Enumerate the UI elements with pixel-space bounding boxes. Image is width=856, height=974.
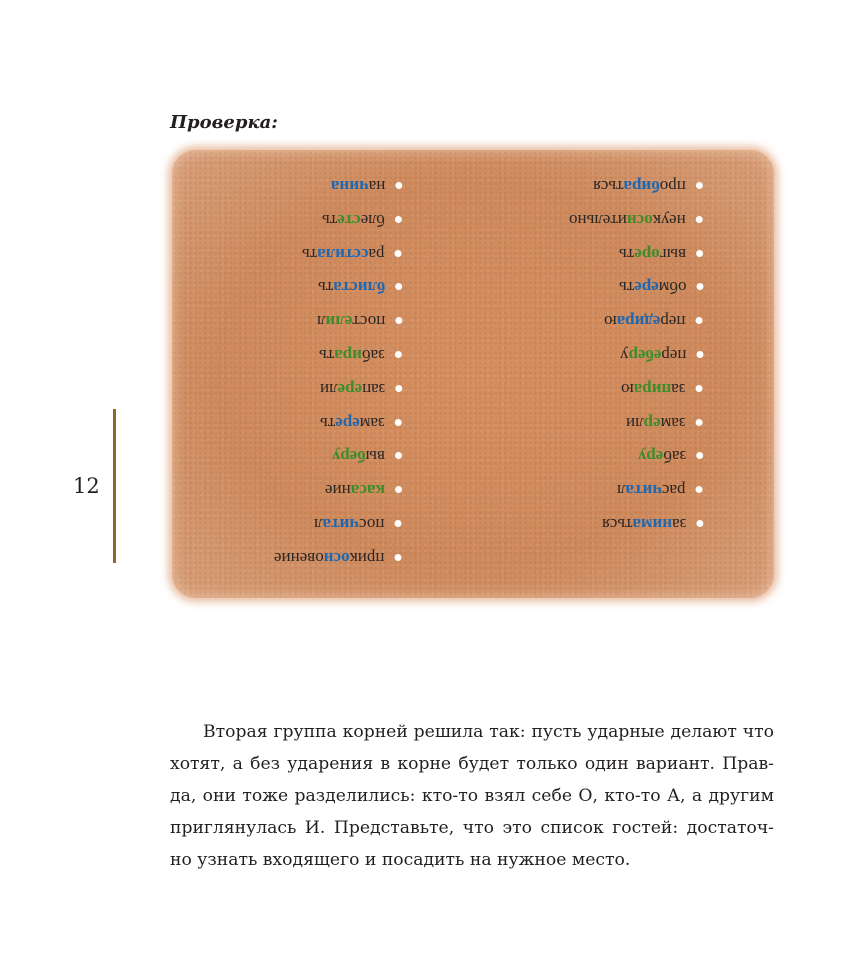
word-prefix: заб <box>663 447 686 467</box>
word-prefix: про <box>659 177 686 196</box>
word-item <box>314 507 402 541</box>
word-suffix: ли <box>319 379 338 399</box>
word-suffix: ю <box>621 379 635 399</box>
bullet-icon <box>395 183 402 190</box>
word-text <box>320 372 385 406</box>
word-item <box>331 169 402 203</box>
word-text <box>593 169 686 203</box>
word-root-highlight: осн <box>627 210 654 230</box>
word-item <box>319 338 402 372</box>
word-root-highlight: ели <box>325 312 352 332</box>
word-text <box>602 507 686 541</box>
word-root-highlight: чина <box>330 177 369 196</box>
section-heading: Проверка: <box>170 112 278 133</box>
word-item <box>593 169 703 203</box>
word-prefix: зап <box>361 379 385 399</box>
word-root-highlight: ебер <box>628 346 661 365</box>
word-prefix: бле <box>360 210 385 230</box>
bullet-icon <box>696 419 703 426</box>
word-suffix: ть <box>317 278 333 298</box>
word-suffix: л <box>314 515 323 534</box>
word-suffix: л <box>316 312 326 332</box>
word-root-highlight: чита <box>322 515 360 534</box>
word-suffix: ть <box>319 346 335 365</box>
word-suffix: ительно <box>569 210 628 230</box>
body-line: да, они тоже разделились: кто-то взял себе О, кто-то А, а другим <box>170 786 774 806</box>
word-suffix: ние <box>324 481 351 501</box>
bullet-icon <box>696 521 703 528</box>
word-suffix: овение <box>274 548 325 568</box>
bullet-icon <box>395 352 402 359</box>
bullet-icon <box>696 250 703 257</box>
word-root-highlight: ер <box>643 413 661 433</box>
bullet-icon <box>696 216 703 223</box>
word-suffix: ться <box>601 515 633 534</box>
word-item <box>617 473 703 507</box>
word-item <box>322 203 402 237</box>
bullet-icon <box>696 453 703 460</box>
word-root-highlight: сстила <box>317 244 369 264</box>
word-prefix: заб <box>362 346 385 365</box>
word-text <box>617 473 686 507</box>
word-root-highlight: нима <box>632 515 672 534</box>
word-suffix: л <box>617 481 626 501</box>
word-text <box>302 237 385 271</box>
bullet-icon <box>696 183 703 190</box>
word-text <box>332 439 385 473</box>
word-text <box>569 203 686 237</box>
word-root-highlight: ере <box>633 278 659 298</box>
word-suffix: ть <box>322 210 338 230</box>
body-line: приглянулась И. Представьте, что это список гостей: достаточ- <box>170 818 774 838</box>
body-line: хотят, а без ударения в корне будет только один вариант. Прав- <box>170 754 774 774</box>
word-item <box>274 541 402 575</box>
word-text <box>619 237 686 271</box>
word-root-highlight: беру <box>331 447 366 467</box>
bullet-icon <box>395 318 402 325</box>
word-item <box>619 270 703 304</box>
bullet-icon <box>395 250 402 257</box>
word-text <box>320 406 385 440</box>
bullet-icon <box>696 385 703 392</box>
word-suffix: ть <box>302 244 318 264</box>
word-text <box>331 169 385 203</box>
word-prefix: выг <box>659 244 686 264</box>
bullet-icon <box>395 453 402 460</box>
word-item <box>320 406 402 440</box>
word-suffix: у <box>619 346 629 365</box>
word-item <box>621 372 703 406</box>
bullet-icon <box>395 385 402 392</box>
word-prefix: вы <box>365 447 385 467</box>
word-suffix: ли <box>626 413 644 433</box>
word-text <box>322 203 385 237</box>
page-margin-rule <box>113 409 116 563</box>
word-root-highlight: оре <box>634 244 660 264</box>
word-text <box>626 406 686 440</box>
word-prefix: зам <box>660 413 686 433</box>
body-line: Вторая группа корней решила так: пусть ударные делают что <box>203 722 774 742</box>
bullet-icon <box>395 419 402 426</box>
word-text <box>325 473 385 507</box>
bullet-icon <box>395 216 402 223</box>
word-prefix: на <box>368 177 385 196</box>
bullet-icon <box>395 521 402 528</box>
bullet-icon <box>395 487 402 494</box>
word-prefix: ра <box>368 244 385 264</box>
bullet-icon <box>395 284 402 291</box>
word-item <box>602 507 703 541</box>
word-root-highlight: каса <box>350 481 385 501</box>
word-item <box>332 439 402 473</box>
word-text <box>319 338 385 372</box>
word-text <box>317 304 385 338</box>
word-text <box>314 507 385 541</box>
word-item <box>325 473 402 507</box>
word-item <box>626 406 703 440</box>
word-text <box>318 270 385 304</box>
word-root-highlight: осн <box>324 548 351 568</box>
word-suffix: ть <box>320 413 336 433</box>
word-item <box>604 304 703 338</box>
word-prefix: неук <box>653 210 686 230</box>
word-item <box>318 270 402 304</box>
word-suffix: ться <box>593 177 624 196</box>
word-prefix: за <box>671 379 686 399</box>
body-line: но узнать входящего и посадить на нужное место. <box>170 850 631 870</box>
word-text <box>638 439 686 473</box>
word-prefix: прик <box>350 548 385 568</box>
word-prefix: пер <box>660 346 686 365</box>
word-root-highlight: блиста <box>332 278 385 298</box>
bullet-icon <box>395 554 402 561</box>
word-text <box>274 541 385 575</box>
word-root-highlight: ере <box>337 379 362 399</box>
bullet-icon <box>696 284 703 291</box>
word-item <box>302 237 402 271</box>
word-root-highlight: ере <box>335 413 360 433</box>
word-item <box>317 304 402 338</box>
word-text <box>621 372 686 406</box>
word-item <box>620 338 703 372</box>
page-number: 12 <box>73 474 100 498</box>
word-suffix: ю <box>604 312 618 332</box>
word-item <box>619 237 703 271</box>
body-paragraph <box>170 716 774 876</box>
word-prefix: пост <box>352 312 385 332</box>
word-prefix: обм <box>658 278 686 298</box>
word-root-highlight: еру <box>637 447 664 467</box>
word-root-highlight: сте <box>337 210 361 230</box>
word-suffix: ть <box>618 244 635 264</box>
word-prefix: зам <box>359 413 385 433</box>
word-item <box>638 439 703 473</box>
word-prefix: пос <box>359 515 385 534</box>
word-prefix: пер <box>660 312 686 332</box>
word-prefix: рас <box>662 481 686 501</box>
word-suffix: ть <box>618 278 634 298</box>
bullet-icon <box>696 318 703 325</box>
word-item <box>569 203 703 237</box>
word-text <box>604 304 686 338</box>
word-root-highlight: чита <box>625 481 663 501</box>
word-root-highlight: пира <box>634 379 672 399</box>
word-root-highlight: бира <box>623 177 660 196</box>
word-prefix: за <box>671 515 686 534</box>
answer-panel <box>172 150 774 598</box>
word-text <box>620 338 686 372</box>
bullet-icon <box>696 487 703 494</box>
word-text <box>619 270 686 304</box>
word-root-highlight: ира <box>334 346 363 365</box>
word-item <box>320 372 402 406</box>
bullet-icon <box>696 352 703 359</box>
word-root-highlight: едира <box>617 312 661 332</box>
